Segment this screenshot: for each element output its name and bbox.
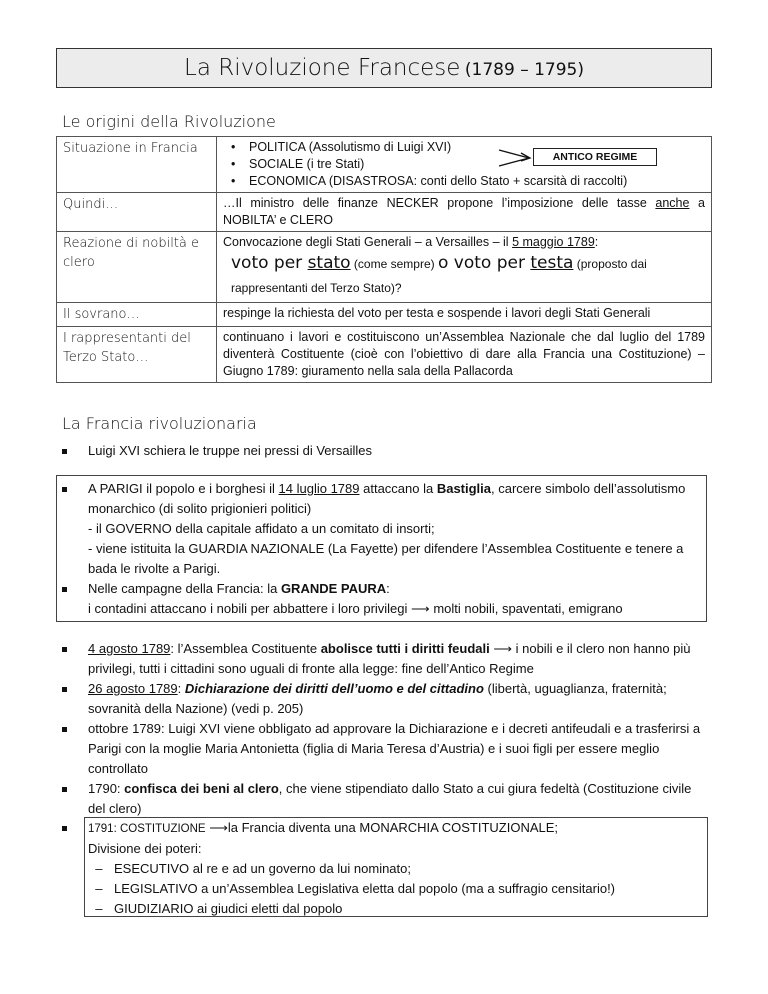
quindi-text: …Il ministro delle finanze NECKER propone l’imposizione delle tasse anche a NOBILTA’ e CLERO <box>217 193 712 232</box>
section-heading-francia: La Francia rivoluzionaria <box>62 414 257 433</box>
list-item: 1790: confisca dei beni al clero, che viene stipendiato dallo Stato a cui giura fedeltà (Costituzione civile del clero) <box>62 779 712 819</box>
bullet-icon <box>62 787 70 793</box>
arrow-icon: ⟶ <box>411 601 430 616</box>
table-row <box>57 303 712 327</box>
bullet-icon <box>62 449 70 455</box>
arrow-icon: ⟶ <box>493 641 512 656</box>
list-item: Luigi XVI schiera le truppe nei pressi di Versailles <box>62 441 712 461</box>
list-item: 26 agosto 1789: Dichiarazione dei diritti dell’uomo e del cittadino (libertà, uguaglianza, fraternità; sovranità della Nazione) (vedi p. 205) <box>62 679 712 719</box>
list-item: Nelle campagne della Francia: la GRANDE PAURA: i contadini attaccano i nobili per abbattere i loro privilegi ⟶ molti nobili, spaventati, emigrano <box>62 579 702 619</box>
list-item: • SOCIALE (i tre Stati) <box>249 156 705 173</box>
origins-table <box>56 136 712 383</box>
list-item: 1791: COSTITUZIONE ⟶la Francia diventa una MONARCHIA COSTITUZIONALE; Divisione dei poteri: – ESECUTIVO al re e ad un governo da lui nominato; – LEGISLATIVO a un’Assemblea Legislativa eletta dal popolo (ma a suffragio censitario!) – GIUDIZIARIO ai giudici eletti dal popolo <box>62 818 712 919</box>
label-quindi: Quindi… <box>57 193 217 232</box>
page-title-years: (1789 – 1795) <box>464 60 584 80</box>
label-rappresentanti: I rappresentanti del Terzo Stato… <box>57 327 217 383</box>
bullet-icon <box>62 587 70 593</box>
page-title: La Rivoluzione Francese <box>184 55 461 81</box>
bullet-icon <box>62 687 70 693</box>
rappresentanti-text: continuano i lavori e costituiscono un’Assemblea Nazionale che dal luglio del 1789 diventerà Costituente (cioè con l’obiettivo di dare alla Francia una Costituzione) – Giugno 1789: giuramento nella sala della Pallacorda <box>217 327 712 383</box>
list-item: • ECONOMICA (DISASTROSA: conti dello Stato + scarsità di raccolti) <box>249 173 705 190</box>
list-item: A PARIGI il popolo e i borghesi il 14 luglio 1789 attaccano la Bastiglia, carcere simbolo dell’assolutismo monarchico (di solito prigionieri politici) - il GOVERNO della capitale affidato a un comitato di insorti; - viene istituita la GUARDIA NAZIONALE (La Fayette) per difendere l’Assemblea Costituente e tenere a bada le rivolte a Parigi. <box>62 479 702 579</box>
table-row <box>57 193 712 232</box>
arrow-icon <box>497 146 533 170</box>
bullet-icon <box>62 487 70 493</box>
bullet-icon <box>62 647 70 653</box>
list-item: ottobre 1789: Luigi XVI viene obbligato ad approvare la Dichiarazione e i decreti antifeudali e a trasferirsi a Parigi con la moglie Maria Antonietta (figlia di Maria Teresa d’Austria) e i suoi figli per essere meglio controllato <box>62 719 712 779</box>
bullet-icon <box>62 727 70 733</box>
arrow-icon: ⟶ <box>209 820 228 835</box>
label-reazione: Reazione di nobiltà e clero <box>57 232 217 303</box>
section-heading-origini: Le origini della Rivoluzione <box>62 112 276 131</box>
label-sovrano: Il sovrano… <box>57 303 217 327</box>
reazione-text: Convocazione degli Stati Generali – a Versailles – il 5 maggio 1789: voto per stato (come sempre) o voto per testa (proposto dai rappresentanti del Terzo Stato)? <box>217 232 712 303</box>
title-box <box>56 48 712 88</box>
bullet-icon <box>62 826 70 832</box>
list-item: • POLITICA (Assolutismo di Luigi XVI) <box>249 139 705 156</box>
table-row <box>57 232 712 303</box>
sovrano-text: respinge la richiesta del voto per testa e sospende i lavori degli Stati Generali <box>217 303 712 327</box>
table-row <box>57 327 712 383</box>
antico-regime-badge: ANTICO REGIME <box>533 148 657 166</box>
label-situazione: Situazione in Francia <box>57 137 217 193</box>
list-item: 4 agosto 1789: l’Assemblea Costituente abolisce tutti i diritti feudali ⟶ i nobili e il clero non hanno più privilegi, tutti i cittadini sono uguali di fronte alla legge: fine dell’Antico Regime <box>62 639 712 679</box>
